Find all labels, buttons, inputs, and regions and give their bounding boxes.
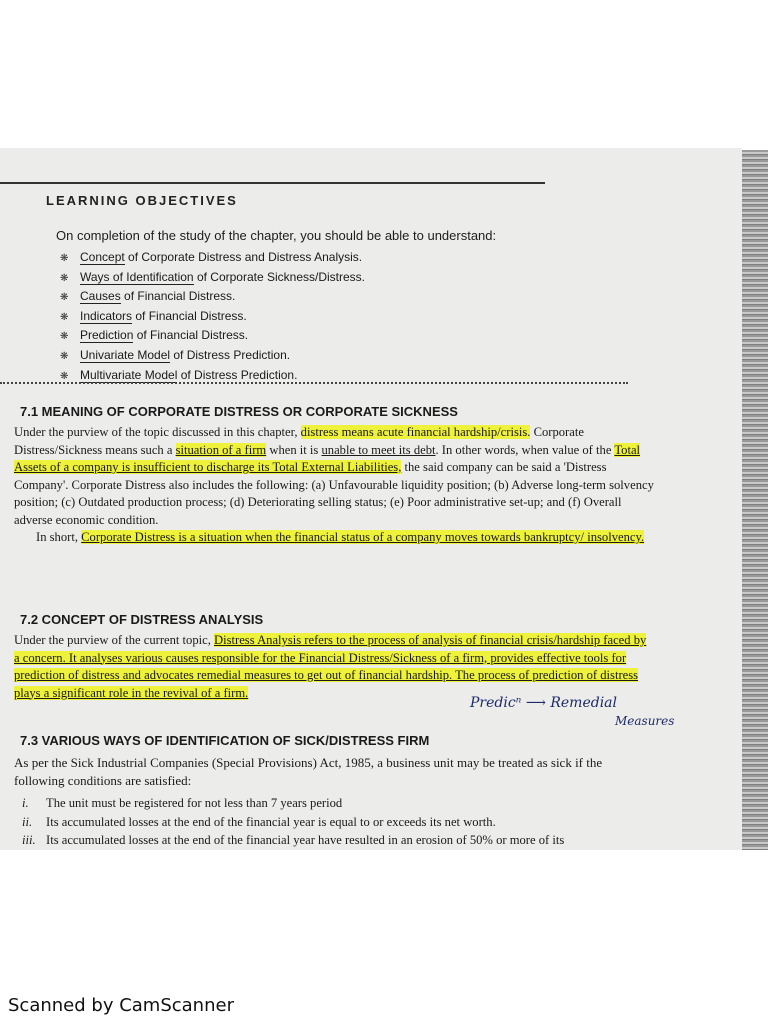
section-7-3-list	[22, 794, 662, 850]
list-item: ❋ Indicators of Financial Distress.	[60, 307, 365, 327]
list-item: ❋ Ways of Identification of Corporate Sickness/Distress.	[60, 268, 365, 288]
list-item: ❋ Univariate Model of Distress Prediction.	[60, 346, 365, 366]
list-item: ❋ Causes of Financial Distress.	[60, 287, 365, 307]
arrow-icon: ⟶	[525, 695, 546, 711]
list-item: ❋ Concept of Corporate Distress and Distress Analysis.	[60, 248, 365, 268]
learning-objectives-intro: On completion of the study of the chapter, you should be able to understand:	[56, 228, 497, 243]
section-7-2-heading: 7.2 CONCEPT OF DISTRESS ANALYSIS	[20, 612, 264, 627]
scanner-watermark: Scanned by CamScanner	[8, 995, 234, 1016]
bullet-icon: ❋	[60, 272, 69, 284]
bottom-rule	[0, 382, 628, 384]
list-item: ❋ Multivariate Model of Distress Prediction.	[60, 366, 365, 386]
list-item: i. The unit must be registered for not less than 7 years period	[22, 796, 343, 810]
section-7-3-heading: 7.3 VARIOUS WAYS OF IDENTIFICATION OF SICK/DISTRESS FIRM	[20, 733, 430, 748]
scanned-page	[0, 148, 742, 850]
handwritten-note: Predicⁿ ⟶ Remedial	[470, 695, 617, 711]
bullet-icon: ❋	[60, 370, 69, 382]
list-item: ❋ Prediction of Financial Distress.	[60, 326, 365, 346]
section-7-1-body: Under the purview of the topic discussed in this chapter, distress means acute financial hardship/crisis. Corporate Distress/Sickness means such a situation of a firm when it is unable to meet its debt. In other words, when value of the Total Assets of a company is insufficient to discharge its Total External Liabilities, the said company can be said a 'Distress Company'. Corporate Distress also includes the following: (a) Unfavourable liquidity position; (b) Adverse long-term solvency position; (c) Outdated production process; (d) Deteriorating selling status; (e) Poor administrative set-up; and (f) Overall adverse economic condition. In short, Corporate Distress is a situation when the financial status of a company moves towards bankruptcy/ insolvency.	[14, 425, 654, 544]
top-rule	[0, 182, 545, 184]
handwritten-note-2: Measures	[615, 714, 675, 728]
bullet-icon: ❋	[60, 292, 69, 304]
page-edge	[742, 150, 768, 850]
learning-objectives-list	[60, 248, 365, 385]
list-item: iii. Its accumulated losses at the end of the financial year have resulted in an erosion of 50% or more of its	[22, 833, 565, 847]
bullet-icon: ❋	[60, 331, 69, 343]
section-7-2-body: Under the purview of the current topic, Distress Analysis refers to the process of analysis of financial crisis/hardship faced by a concern. It analyses various causes responsible for the Financial Distress/Sickness of a firm, provides effective tools for prediction of distress and advocates remedial measures to get out of financial hardship. The process of prediction of distress plays a significant role in the revival of a firm.	[14, 633, 647, 700]
section-7-1-heading: 7.1 MEANING OF CORPORATE DISTRESS OR CORPORATE SICKNESS	[20, 404, 458, 419]
bullet-icon: ❋	[60, 350, 69, 362]
learning-objectives-heading: LEARNING OBJECTIVES	[46, 193, 238, 208]
bullet-icon: ❋	[60, 311, 69, 323]
list-item: ii. Its accumulated losses at the end of the financial year is equal to or exceeds its net worth.	[22, 814, 496, 829]
section-7-3-intro: As per the Sick Industrial Companies (Special Provisions) Act, 1985, a business unit may be treated as sick if the following conditions are satisfied:	[14, 755, 603, 788]
bullet-icon: ❋	[60, 253, 69, 264]
